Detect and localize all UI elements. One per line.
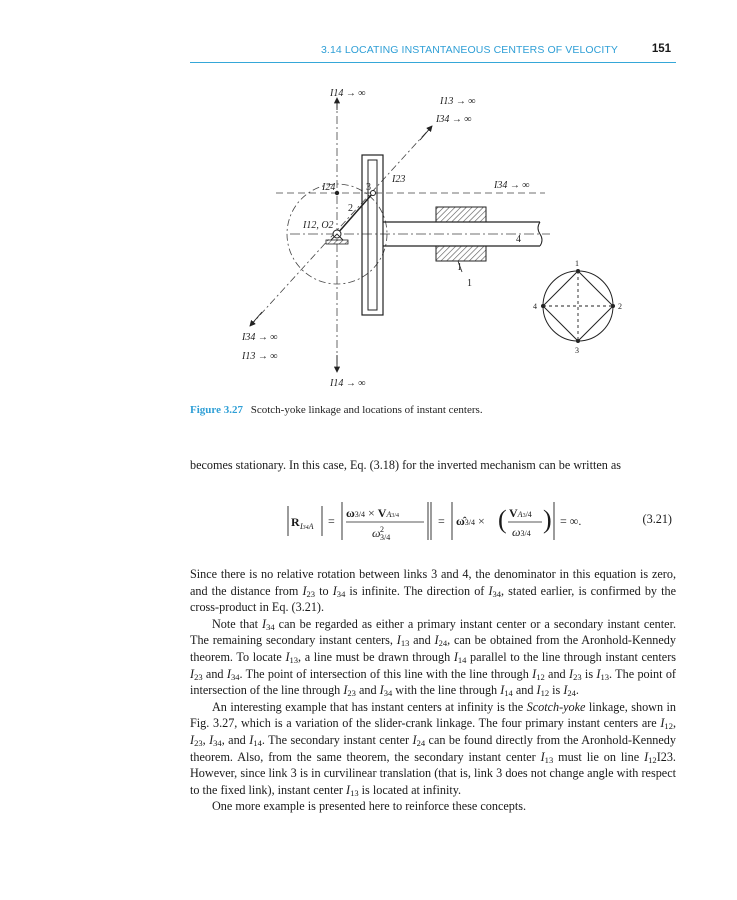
svg-text:= ∞.: = ∞. — [560, 514, 582, 528]
label-i14-bottom: I14 → ∞ — [330, 378, 366, 389]
yoke-outer — [362, 155, 383, 315]
guide-upper — [436, 207, 486, 222]
page-number: 151 — [651, 43, 671, 55]
scotch-yoke-figure — [0, 0, 737, 400]
label-i13-top: I13 → ∞ — [440, 96, 476, 107]
label-i23: I23 — [392, 174, 406, 185]
label-i14-top: I14 → ∞ — [330, 88, 366, 99]
svg-text:ω̂3/4 ×: ω̂3/4 × — [456, 514, 485, 528]
paragraph-1: Since there is no relative rotation between links 3 and 4, the denominator in this equation is zero, and the distance from $I_{23}$ to $I_{34}$ is infinite. The direction of $I_{34}$, stated earlier, is confirmed by the cross-product in Eq. (3.21). — [190, 567, 677, 615]
paragraph-2: Note that $I_{34}$ can be regarded as either a primary instant center or a secondary instant center. The remaining secondary instant centers, $I_{13}$ and $I_{24}$, can be obtained from the Aronhold-Kennedy theorem. To locate $I_{13}$, a line must be drawn through $I_{14}$ parallel to the line through instant centers $I_{23}$ and $I_{34}$. The point of intersection of this line with the line through $I_{12}$ and $I_{23}$ is $I_{13}$. The point of intersection of the line through $I_{23}$ and $I_{34}$ with the line through $I_{14}$ and $I_{12}$ is $I_{24}$. — [190, 616, 676, 699]
svg-text:ω3/4: ω3/4 — [512, 525, 531, 539]
ic-circle — [543, 271, 613, 341]
label-i34-top: I34 → ∞ — [436, 114, 472, 125]
label-link-1b: 1 — [467, 278, 472, 289]
pin-i23 — [371, 191, 376, 196]
svg-text:=: = — [328, 514, 335, 528]
paragraph-4: One more example is presented here to reinforce these concepts. — [212, 799, 527, 814]
label-link-4: 4 — [516, 234, 521, 245]
svg-text:ω3/4 × VA3/4: ω3/4 × VA3/4 — [346, 506, 400, 520]
point-i24 — [335, 191, 339, 195]
caption-text: Scotch-yoke linkage and locations of instant centers. — [250, 404, 483, 416]
label-link-3: 3 — [366, 182, 371, 193]
ic-label-2: 2 — [618, 302, 622, 311]
label-link-1a: 1 — [457, 262, 462, 273]
figure-caption — [190, 404, 483, 416]
svg-text:(: ( — [498, 505, 507, 534]
ic-label-3: 3 — [575, 346, 579, 355]
intro-line: becomes stationary. In this case, Eq. (3.18) for the inverted mechanism can be written as — [190, 458, 622, 472]
equation-number: (3.21) — [642, 512, 672, 526]
svg-text:2: 2 — [380, 525, 384, 534]
label-i24: I24 — [322, 182, 336, 193]
label-link-2: 2 — [348, 203, 353, 214]
ic-label-1: 1 — [575, 259, 579, 268]
guide-lower — [436, 246, 486, 261]
equation-graphic — [190, 496, 630, 546]
svg-text:3/4: 3/4 — [380, 533, 391, 542]
equation-3-21 — [190, 496, 676, 546]
diagonal-line-i13 — [250, 126, 432, 326]
svg-text:ω: ω — [372, 526, 381, 540]
svg-text:I34A: I34A — [300, 522, 314, 531]
label-i34-right: I34 → ∞ — [494, 180, 530, 191]
svg-text:): ) — [543, 505, 552, 534]
figure-number: Figure 3.27 — [190, 404, 243, 416]
ic-label-4: 4 — [533, 302, 537, 311]
running-title: 3.14 LOCATING INSTANTANEOUS CENTERS OF VELOCITY — [320, 44, 618, 56]
label-i13-bottom: I13 → ∞ — [242, 351, 278, 362]
label-i12-o2: I12, O2 — [303, 220, 334, 231]
body-text — [190, 566, 676, 815]
svg-text:=: = — [438, 514, 445, 528]
svg-text:R: R — [291, 515, 300, 529]
paragraph-3: An interesting example that has instant centers at infinity is the Scotch-yoke linkage, shown in Fig. 3.27, which is a variation of the slider-crank linkage. The four primary instant centers are $I_{12}$, $I_{23}$, $I_{34}$, and $I_{14}$. The secondary instant center $I_{24}$ can be found directly from the Aronhold-Kennedy theorem. Also, from the same theorem, the secondary instant center $I_{13}$ must lie on line $I_{12}I23$. However, since link 3 is in curvilinear translation (that is, link 3 does not change angle with respect to the fixed link), instant center $I_{13}$ is located at infinity. — [190, 699, 676, 798]
svg-text:VA3/4: VA3/4 — [509, 506, 532, 520]
label-i34-bottom: I34 → ∞ — [242, 332, 278, 343]
